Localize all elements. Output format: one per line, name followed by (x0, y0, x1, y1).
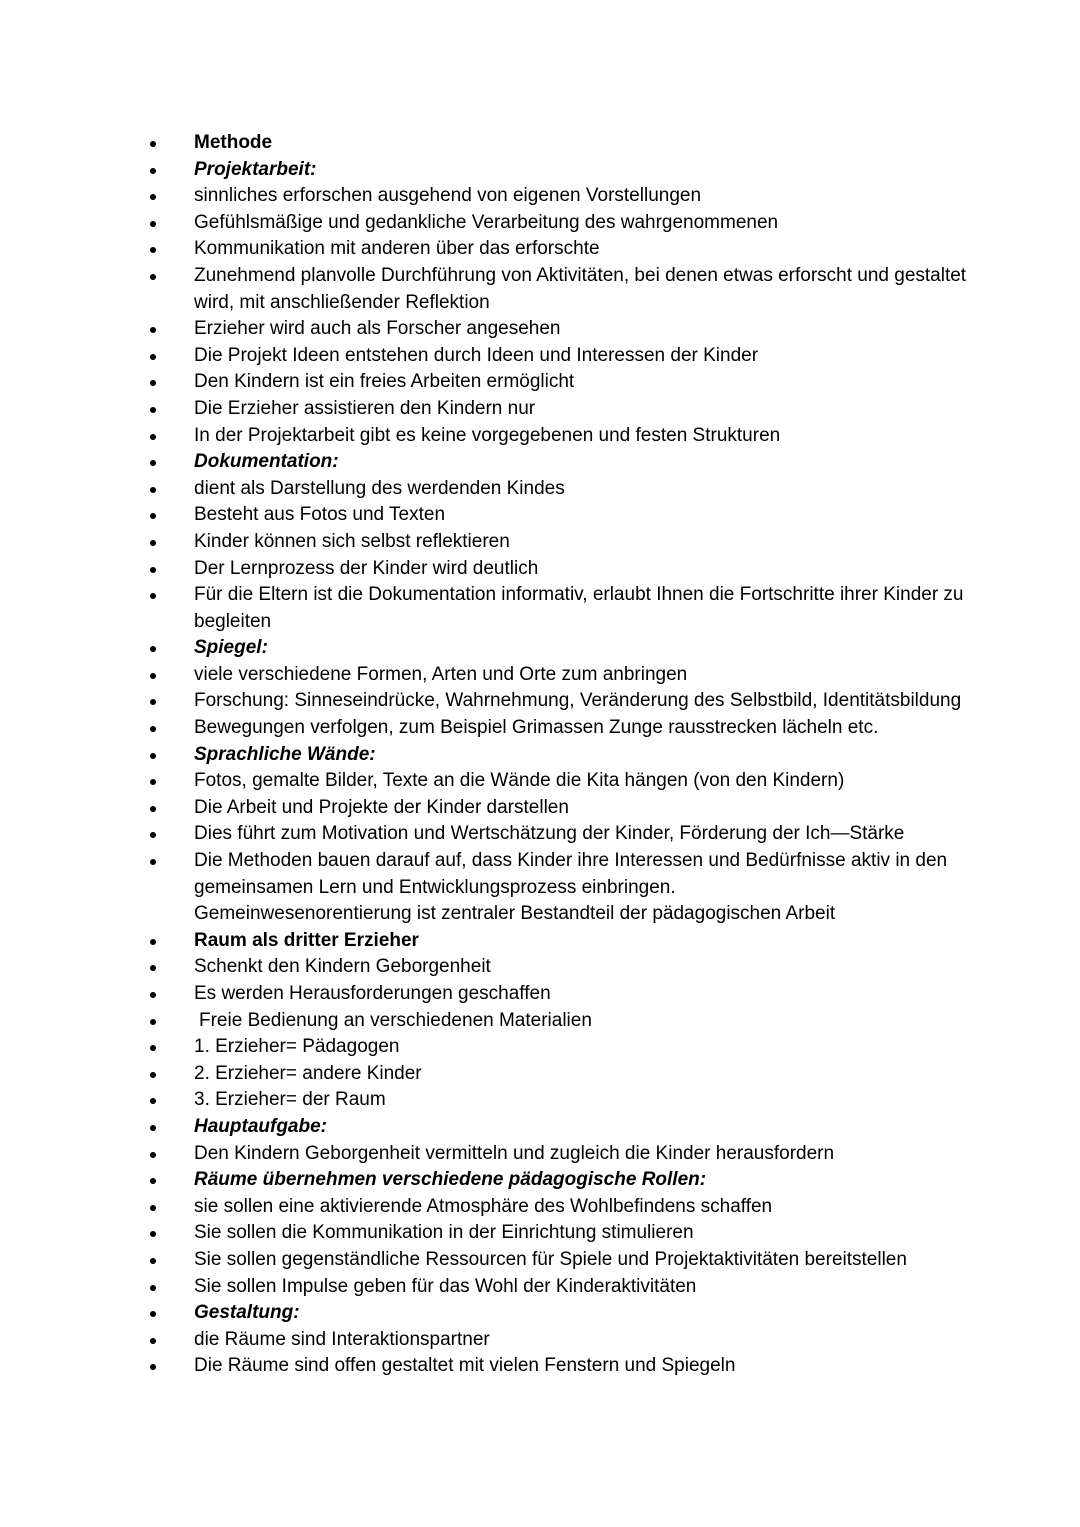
list-item-text: Dies führt zum Motivation und Wertschätzung der Kinder, Förderung der Ich—Stärke (194, 823, 905, 845)
list-item (150, 449, 1010, 476)
bullet-icon (150, 1205, 156, 1211)
bullet-icon (150, 992, 156, 998)
list-item-text: Schenkt den Kindern Geborgenheit (194, 956, 491, 978)
list-item (150, 263, 1010, 316)
list-item (150, 183, 1010, 210)
bullet-icon (150, 646, 156, 652)
list-item (150, 130, 1010, 157)
bullet-icon (150, 1311, 156, 1317)
list-item-text: Den Kindern ist ein freies Arbeiten ermöglicht (194, 371, 575, 393)
list-item (150, 1327, 1010, 1354)
bullet-icon (150, 1045, 156, 1051)
list-item (150, 396, 1010, 423)
list-item-text: Den Kindern Geborgenheit vermitteln und zugleich die Kinder herausfordern (194, 1142, 835, 1164)
list-item-text: Die Methoden bauen darauf auf, dass Kinder ihre Interessen und Bedürfnisse aktiv in den gemeinsamen Lern und Entwicklungsprozess einbringen. (194, 850, 948, 898)
list-item-text: Gefühlsmäßige und gedankliche Verarbeitung des wahrgenommenen (194, 211, 779, 233)
list-item-text: Besteht aus Fotos und Texten (194, 504, 446, 526)
bullet-icon (150, 726, 156, 732)
bullet-icon (150, 965, 156, 971)
list-item (150, 316, 1010, 343)
list-item (150, 1141, 1010, 1168)
list-item (150, 423, 1010, 450)
list-item (150, 1034, 1010, 1061)
bullet-icon (150, 354, 156, 360)
bullet-icon (150, 168, 156, 174)
list-item (150, 1300, 1010, 1327)
list-item-text: 2. Erzieher= andere Kinder (194, 1062, 422, 1084)
list-item-text: Kommunikation mit anderen über das erforschte (194, 238, 600, 260)
list-item-text: Bewegungen verfolgen, zum Beispiel Grimassen Zunge rausstrecken lächeln etc. (194, 717, 879, 739)
list-item (150, 1274, 1010, 1301)
list-item-text: Freie Bedienung an verschiedenen Materialien (199, 1009, 592, 1031)
list-item (150, 1220, 1010, 1247)
list-item-text: dient als Darstellung des werdenden Kindes (194, 477, 565, 499)
list-item-text: Die Arbeit und Projekte der Kinder darstellen (194, 796, 569, 818)
bullet-icon (150, 1338, 156, 1344)
bullet-icon (150, 274, 156, 280)
list-item-text: Gemeinwesenorentierung ist zentraler Bestandteil der pädagogischen Arbeit (194, 903, 836, 925)
bullet-icon (150, 673, 156, 679)
list-item-text: 1. Erzieher= Pädagogen (194, 1036, 400, 1058)
list-item (150, 848, 1010, 901)
list-item-text: Für die Eltern ist die Dokumentation informativ, erlaubt Ihnen die Fortschritte ihrer Kinder zu begleiten (194, 584, 964, 632)
list-item-text: Erzieher wird auch als Forscher angesehen (194, 318, 561, 340)
list-item-text: 3. Erzieher= der Raum (194, 1089, 386, 1111)
bullet-icon (150, 1178, 156, 1184)
bullet-icon (150, 1258, 156, 1264)
list-item (150, 795, 1010, 822)
list-item (150, 742, 1010, 769)
list-item (150, 954, 1010, 981)
bullet-icon (150, 859, 156, 865)
bullet-icon (150, 327, 156, 333)
list-item-text: die Räume sind Interaktionspartner (194, 1328, 490, 1350)
bullet-icon (150, 1231, 156, 1237)
list-item-text: Sie sollen die Kommunikation in der Einrichtung stimulieren (194, 1222, 694, 1244)
list-item (150, 1247, 1010, 1274)
bullet-icon (150, 1152, 156, 1158)
list-item-text: Die Räume sind offen gestaltet mit vielen Fenstern und Spiegeln (194, 1355, 736, 1377)
bullet-icon (150, 1019, 156, 1025)
list-item-text: Gestaltung: (194, 1302, 300, 1324)
bullet-icon (150, 247, 156, 253)
list-item (150, 210, 1010, 237)
list-item (150, 157, 1010, 184)
list-item-text: Zunehmend planvolle Durchführung von Aktivitäten, bei denen etwas erforscht und gestaltet wird, mit anschließender Reflektion (194, 264, 967, 313)
bullet-icon (150, 1072, 156, 1078)
bullet-icon (150, 487, 156, 493)
list-item-text: viele verschiedene Formen, Arten und Orte zum anbringen (194, 663, 688, 685)
list-item-text: Kinder können sich selbst reflektieren (194, 530, 510, 552)
list-item (150, 662, 1010, 689)
list-item (150, 1353, 1010, 1380)
bullet-icon (150, 221, 156, 227)
list-item-text: Fotos, gemalte Bilder, Texte an die Wände die Kita hängen (von den Kindern) (194, 770, 845, 792)
list-item-text: Die Projekt Ideen entstehen durch Ideen und Interessen der Kinder (194, 344, 759, 366)
list-item (150, 981, 1010, 1008)
list-item (150, 1061, 1010, 1088)
list-item (150, 715, 1010, 742)
list-item-text: Spiegel: (194, 637, 268, 659)
bullet-icon (150, 460, 156, 466)
list-item-text: Raum als dritter Erzieher (194, 929, 419, 951)
bullet-icon (150, 434, 156, 440)
bullet-icon (150, 939, 156, 945)
list-item (150, 502, 1010, 529)
list-item (150, 821, 1010, 848)
list-item-text: Projektarbeit: (194, 158, 317, 180)
list-item-text: Der Lernprozess der Kinder wird deutlich (194, 557, 539, 579)
bullet-icon (150, 567, 156, 573)
list-item (150, 1114, 1010, 1141)
list-item (150, 343, 1010, 370)
list-item (150, 1008, 1010, 1035)
list-item-text: Es werden Herausforderungen geschaffen (194, 983, 551, 1004)
list-item (150, 529, 1010, 556)
list-item-text: Hauptaufgabe: (194, 1115, 327, 1137)
bullet-icon (150, 1364, 156, 1370)
list-item (150, 768, 1010, 795)
bullet-icon (150, 1125, 156, 1131)
list-item-text: Methode (194, 132, 273, 153)
list-item-text: Dokumentation: (194, 451, 339, 473)
list-item-text: sinnliches erforschen ausgehend von eigenen Vorstellungen (194, 185, 702, 207)
list-item (150, 556, 1010, 583)
bullet-icon (150, 699, 156, 705)
list-item (150, 236, 1010, 263)
list-item (150, 1167, 1010, 1194)
bullet-icon (150, 407, 156, 413)
bullet-list (150, 130, 1010, 1380)
list-item-text: Sprachliche Wände: (194, 743, 376, 765)
list-item-text: Forschung: Sinneseindrücke, Wahrnehmung, Veränderung des Selbstbild, Identitätsbildung (194, 690, 962, 712)
list-item (150, 1194, 1010, 1221)
bullet-icon (150, 194, 156, 200)
bullet-icon (150, 753, 156, 759)
bullet-icon (150, 593, 156, 599)
list-item (150, 688, 1010, 715)
bullet-icon (150, 513, 156, 519)
bullet-icon (150, 806, 156, 812)
list-item (150, 582, 1010, 635)
bullet-icon (150, 1285, 156, 1291)
bullet-icon (150, 380, 156, 386)
list-item-text: Räume übernehmen verschiedene pädagogische Rollen: (194, 1169, 707, 1191)
list-item-text: Die Erzieher assistieren den Kindern nur (194, 397, 536, 419)
list-item-text: In der Projektarbeit gibt es keine vorgegebenen und festen Strukturen (194, 424, 781, 446)
bullet-icon (150, 141, 156, 147)
list-item (150, 928, 1010, 955)
list-item (150, 635, 1010, 662)
bullet-icon (150, 832, 156, 838)
bullet-icon (150, 779, 156, 785)
list-item (150, 901, 1010, 928)
list-item-text: Sie sollen gegenständliche Ressourcen für Spiele und Projektaktivitäten bereitstellen (194, 1248, 907, 1270)
list-item-text: sie sollen eine aktivierende Atmosphäre des Wohlbefindens schaffen (194, 1195, 773, 1217)
bullet-icon (150, 540, 156, 546)
bullet-icon (150, 1098, 156, 1104)
list-item (150, 369, 1010, 396)
list-item (150, 1087, 1010, 1114)
list-item (150, 476, 1010, 503)
list-item-text: Sie sollen Impulse geben für das Wohl der Kinderaktivitäten (194, 1275, 697, 1297)
